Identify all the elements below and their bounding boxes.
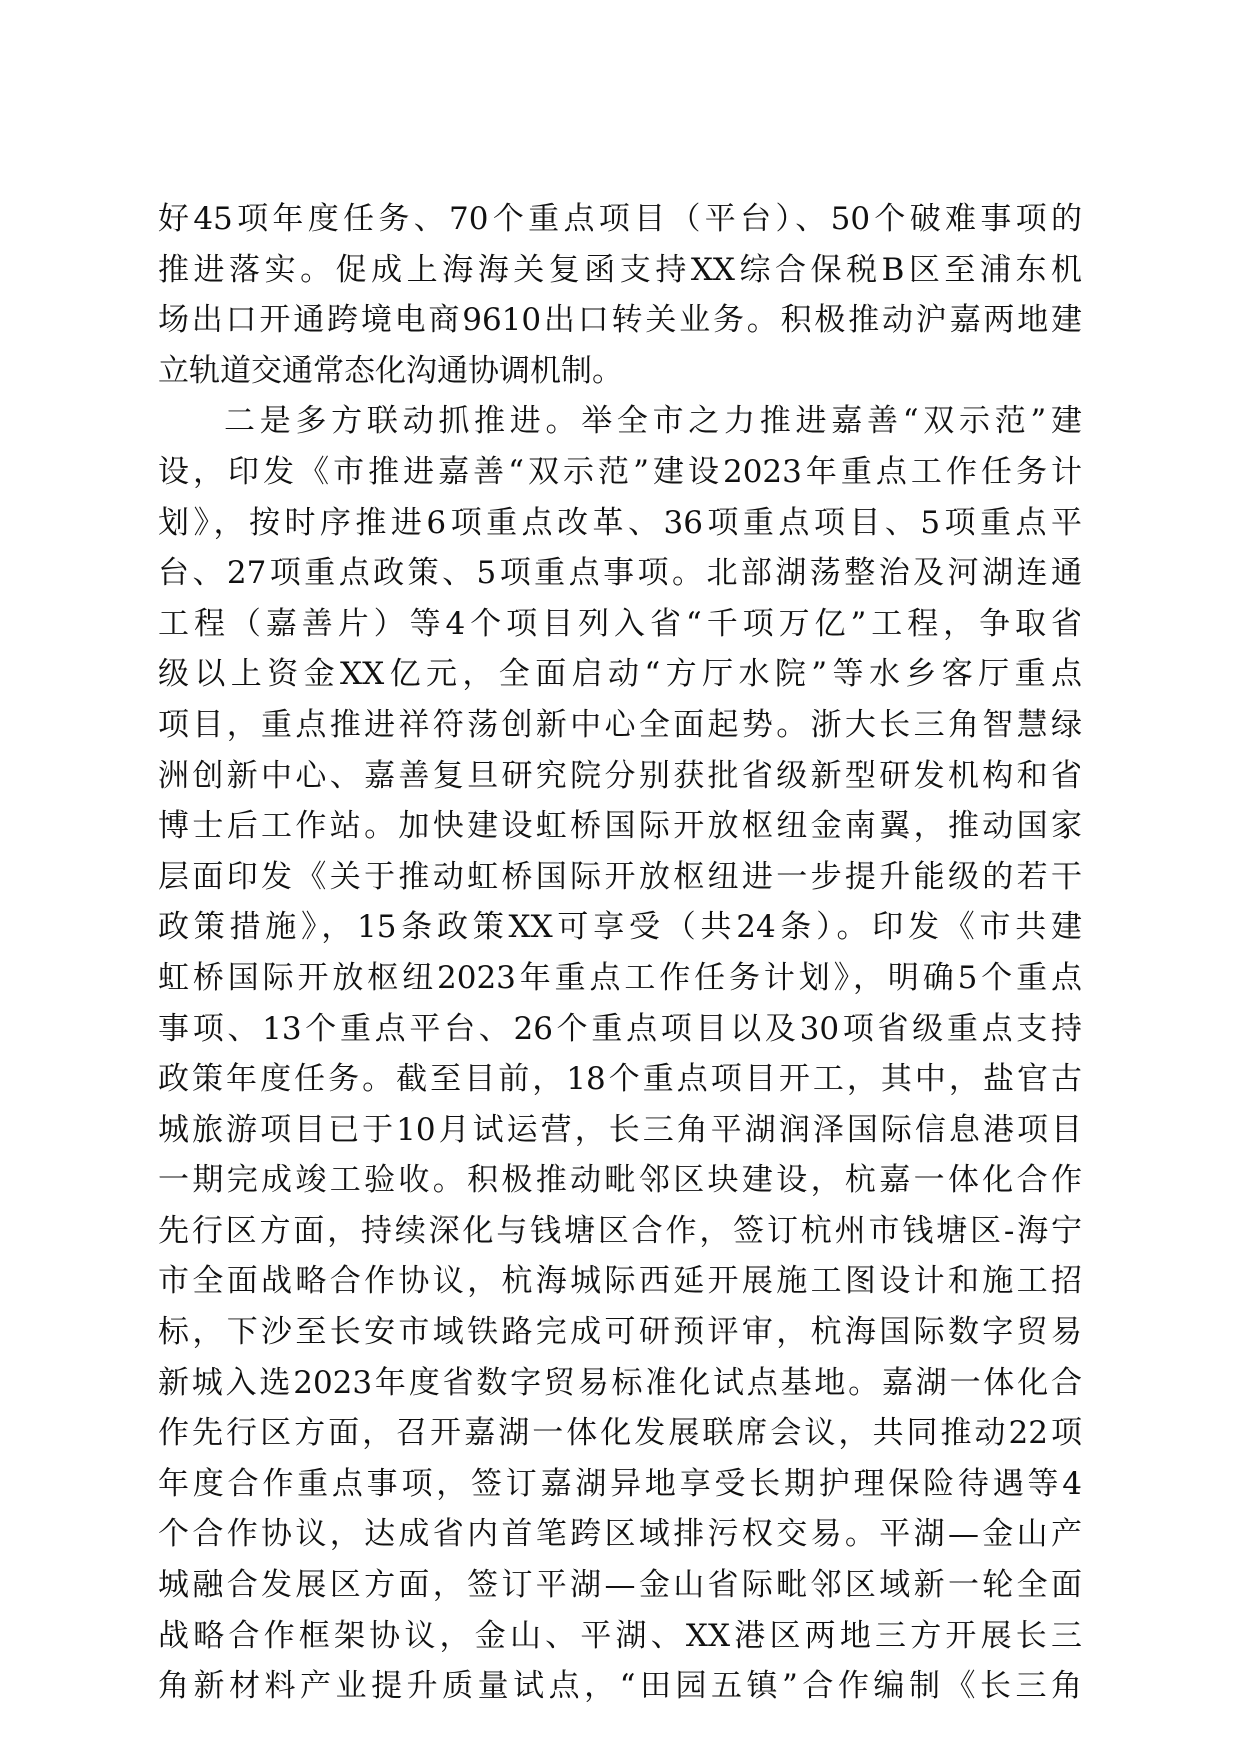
text-line: 个合作协议，达成省内首笔跨区域排污权交易。平湖—金山产: [158, 1516, 1082, 1553]
text-line: 政策措施》，15条政策XX可享受（共24条）。印发《市共建: [158, 909, 1082, 946]
text-line: 博士后工作站。加快建设虹桥国际开放枢纽金南翼，推动国家: [158, 808, 1082, 845]
text-line: 城融合发展区方面，签订平湖—金山省际毗邻区域新一轮全面: [158, 1567, 1082, 1604]
text-line: 洲创新中心、嘉善复旦研究院分别获批省级新型研发机构和省: [158, 757, 1082, 794]
text-line: 事项、13个重点平台、26个重点项目以及30项省级重点支持: [158, 1010, 1082, 1047]
text-line: 项目，重点推进祥符荡创新中心全面起势。浙大长三角智慧绿: [158, 706, 1082, 743]
text-line: 市全面战略合作协议，杭海城际西延开展施工图设计和施工招: [158, 1263, 1082, 1300]
text-line: 设，印发《市推进嘉善“双示范”建设2023年重点工作任务计: [158, 453, 1082, 490]
text-line: 立轨道交通常态化沟通协调机制。: [158, 352, 623, 389]
text-line: 一期完成竣工验收。积极推动毗邻区块建设，杭嘉一体化合作: [158, 1162, 1082, 1199]
text-line: 层面印发《关于推动虹桥国际开放枢纽进一步提升能级的若干: [158, 858, 1082, 895]
text-line: 标，下沙至长安市域铁路完成可研预评审，杭海国际数字贸易: [158, 1314, 1082, 1351]
text-line: 推进落实。促成上海海关复函支持XX综合保税B区至浦东机: [158, 251, 1082, 288]
text-line: 划》，按时序推进6项重点改革、36项重点项目、5项重点平: [158, 504, 1082, 541]
text-line: 政策年度任务。截至目前，18个重点项目开工，其中，盐官古: [158, 1061, 1082, 1098]
text-line: 场出口开通跨境电商9610出口转关业务。积极推动沪嘉两地建: [158, 302, 1082, 339]
text-line: 新城入选2023年度省数字贸易标准化试点基地。嘉湖一体化合: [158, 1364, 1082, 1401]
text-line: 战略合作框架协议，金山、平湖、XX港区两地三方开展长三: [158, 1617, 1082, 1654]
text-line: 工程（嘉善片）等4个项目列入省“千项万亿”工程，争取省: [158, 605, 1082, 642]
text-line: 虹桥国际开放枢纽2023年重点工作任务计划》，明确5个重点: [158, 959, 1082, 996]
text-line: 先行区方面，持续深化与钱塘区合作，签订杭州市钱塘区-海宁: [158, 1212, 1082, 1249]
paragraph-first-line: 二是多方联动抓推进。举全市之力推进嘉善“双示范”建: [224, 403, 1082, 440]
body-text: [158, 194, 1082, 1712]
text-line: 级以上资金XX亿元，全面启动“方厅水院”等水乡客厅重点: [158, 656, 1082, 693]
text-line: 年度合作重点事项，签订嘉湖异地享受长期护理保险待遇等4: [158, 1465, 1082, 1502]
text-line: 作先行区方面，召开嘉湖一体化发展联席会议，共同推动22项: [158, 1415, 1082, 1452]
text-line: 台、27项重点政策、5项重点事项。北部湖荡整治及河湖连通: [158, 555, 1082, 592]
text-line: 城旅游项目已于10月试运营，长三角平湖润泽国际信息港项目: [158, 1111, 1082, 1148]
text-line: 好45项年度任务、70个重点项目（平台）、50个破难事项的: [158, 201, 1082, 237]
text-line: 角新材料产业提升质量试点，“田园五镇”合作编制《长三角: [158, 1668, 1082, 1705]
